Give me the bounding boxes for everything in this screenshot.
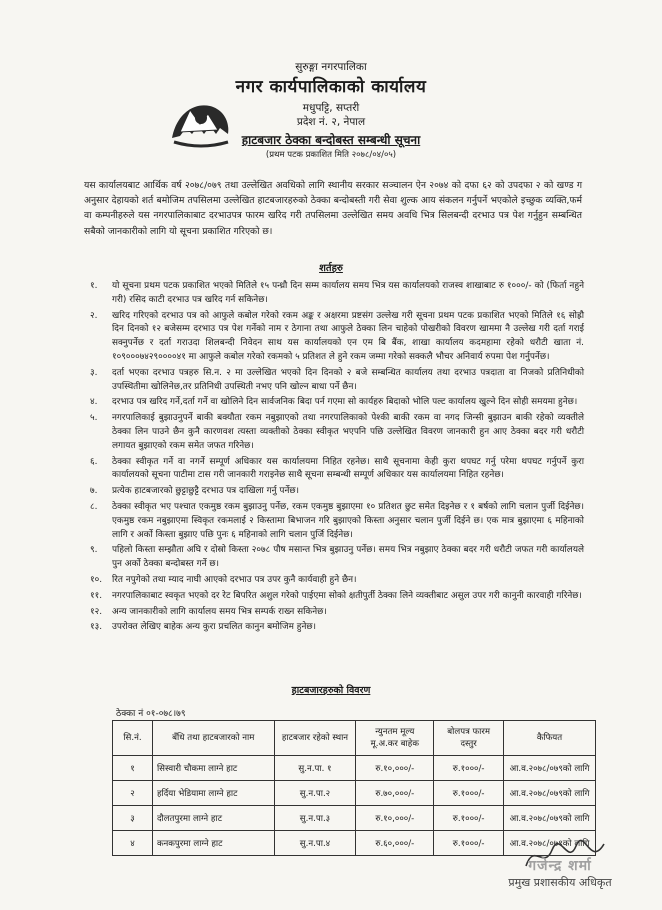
term-number: १०. bbox=[90, 574, 103, 585]
term-text: नगरपालिकाबाट स्वकृत भएको दर रेट बिपरित अशुल गरेको पाईएमा सोको क्षतीपुर्ती ठेक्का लिने व्यक्तीबाट असुल उपर गरी कानुनी कारवाही गरिनेछ। bbox=[112, 590, 582, 601]
term-text: यो सूचना प्रथम पटक प्रकाशित भएको मितिले १५ पन्ध्रौ दिन सम्म कार्यालय समय भित्र यस कार्यालयको राजस्व शाखाबाट रु १०००/- को (फिर्ता नहुने गरी) रसिद काटी दरभाउ पत्र खरिद गर्न सकिनेछ। bbox=[112, 281, 584, 305]
office-location: मधुपट्टि, सप्तरी bbox=[302, 102, 360, 114]
cell-serial: ४ bbox=[113, 831, 153, 856]
term-item bbox=[84, 396, 584, 410]
cell-serial: ३ bbox=[113, 806, 153, 831]
term-item bbox=[84, 606, 584, 620]
term-item bbox=[84, 501, 584, 542]
cell-remarks: आ.व.२०७८/०७९को लागि bbox=[504, 756, 596, 781]
signatory-name: गजेन्द्र शर्मा bbox=[528, 858, 592, 874]
term-number: २. bbox=[90, 310, 98, 321]
cell-form-fee: रु.१०००/- bbox=[434, 831, 504, 856]
col-header-min-price: न्युनतम मूल्य मू.अ.कर बाहेक bbox=[356, 721, 434, 756]
office-name: नगर कार्यपालिकाको कार्यालय bbox=[235, 77, 427, 97]
term-number: ६. bbox=[90, 456, 98, 467]
province-line: प्रदेश नं. २, नेपाल bbox=[296, 116, 366, 128]
col-header-form-fee: बोलपत्र फारम दस्तुर bbox=[434, 721, 504, 756]
term-number: ७. bbox=[90, 486, 98, 497]
cell-remarks: आ.व.२०७८/०७९को लागि bbox=[504, 781, 596, 806]
cell-name: कनकपुरमा लाग्ने हाट bbox=[152, 831, 274, 856]
term-item bbox=[84, 590, 584, 604]
term-number: ४. bbox=[90, 397, 98, 408]
intro-paragraph: यस कार्यालयबाट आर्थिक वर्ष २०७८/०७९ तथा उल्लेखित अवधिको लागि स्थानीय सरकार सञ्चालन ऐन २०७४ को दफा ६२ को उपदफा २ को खण्ड ग अनुसार देहायको शर्त बमोजिम तपसिलमा उल्लेखित हाटबजारहरुको ठेक्का बन्दोबस्ती गरी सेवा शुल्क आय संकलन गर्नुपर्ने भएकोले इच्छुक व्यक्ति,फर्म वा कम्पनीहरुले यस नगरपालिकाबाट दरभाउपत्र फारम खरिद गरी तपसिलमा उल्लेखित समय अवधि भित्र सिलबन्दी दरभाउ पत्र पेश गर्नुहुन सम्बन्धित सबैको जानकारीको लागि यो सूचना प्रकाशित गरिएको छ। bbox=[84, 180, 582, 237]
term-number: ३. bbox=[90, 367, 98, 378]
cell-form-fee: रु.१०००/- bbox=[434, 781, 504, 806]
signature-block bbox=[470, 856, 650, 890]
table-row bbox=[113, 781, 596, 806]
term-number: ११. bbox=[90, 590, 103, 601]
term-item bbox=[84, 574, 584, 588]
col-header-location: हाटबजार रहेको स्थान bbox=[274, 721, 356, 756]
cell-name: सिस्वारी चौकमा लाग्ने हाट bbox=[152, 756, 274, 781]
cell-form-fee: रु.१०००/- bbox=[434, 756, 504, 781]
signatory-title: प्रमुख प्रशासकीय अधिकृत bbox=[508, 876, 612, 889]
term-text: खरिद गरिएको दरभाउ पत्र को आफुले कबोल गरेको रकम अङ्क र अक्षरमा प्रष्टसंग उल्लेख गरी सूचना प्रथम पटक प्रकाशित भएको मितिले १६ सोह्रौ दिन दिनको १२ बजेसम्म दरभाउ पत्र पेश गर्नेको नाम र ठेगाना तथा आफुले ठेक्का लिन चाहेको पोखरीको विवरण खाममा नै उल्लेख गरी दर्ता गराई सक्नुपर्नेछ र दर्ता गराउदा शिलबन्दी निवेदन साथ यस कार्यालयको एन एम बि बैंक, शाखा कार्यालय कदमहामा रहेको धरौटी खाता नं. १०९०००७४२९००००४१ मा आफुले कबोल गरेको रकमको ५ प्रतिशत ले हुने रकम जम्मा गरेको सक्कलै भौचर अनिवार्य रुपमा पेश गर्नुपर्नेछ। bbox=[112, 310, 584, 362]
contract-number: ठेक्का नं ०१-०७८।७९ bbox=[116, 709, 186, 719]
cell-min-price: रु.७०,०००/- bbox=[356, 781, 434, 806]
cell-form-fee: रु.१०००/- bbox=[434, 806, 504, 831]
cell-name: हर्दिया भेडियामा लाग्ने हाट bbox=[152, 781, 274, 806]
term-number: ९. bbox=[90, 545, 98, 556]
col-header-name: बँधि तथा हाटबजारको नाम bbox=[152, 721, 274, 756]
term-item bbox=[84, 544, 584, 572]
term-item bbox=[84, 367, 584, 395]
cell-remarks: आ.व.२०७८/०७९को लागि bbox=[504, 806, 596, 831]
term-item bbox=[84, 621, 584, 635]
term-item bbox=[84, 310, 584, 365]
term-text: दर्ता भएका दरभाउ पत्रहरु सि.न. २ मा उल्लेखित भएको दिन दिनको २ बजे सम्बन्धित कार्यालय तथा दरभाउ पत्रदाता वा निजको प्रतिनिधीको उपस्थितीमा खोलिनेछ,तर प्रतिनिधी उपस्थिती नभए पनि खोल्न बाधा पर्ने छैन। bbox=[112, 367, 584, 392]
cell-location: सु.न.पा. १ bbox=[274, 756, 356, 781]
cell-remarks: आ.व.२०७८/०७९को लागि bbox=[504, 831, 596, 856]
term-text: प्रत्येक हाटबजारको छुट्टाछुट्टै दरभाउ पत्र दाखिला गर्नु पर्नेछ। bbox=[112, 486, 299, 497]
term-number: ५. bbox=[90, 413, 98, 424]
table-row bbox=[113, 756, 596, 781]
term-text: अन्य जानकारीको लागि कार्यालय समय भित्र सम्पर्क राख्न सकिनेछ। bbox=[112, 606, 327, 617]
term-text: ठेक्का स्वीकृत भए पश्चात एकमुष्ठ रकम बुझाउनु पर्नेछ, रकम एकमुष्ठ बुझाएमा १० प्रतिशत छुट समेत दिइनेछ र १ बर्षको लागि चलान पुर्जी दिईनेछ। एकमुष्ठ रकम नबुझाएमा स्विकृत रकमलाई २ किस्तामा बिभाजन गरि बुझाएको किस्ता अनुसार चलान पुर्जी दिईने छ। एक मात्र बुझाएमा ६ महिनाको लागि र अर्को किस्ता बुझाए पछि पुनः ६ महिनाको लागि चलान पुर्जि दिईनेछ। bbox=[112, 501, 584, 540]
cell-location: सु.न.पा.४ bbox=[274, 831, 356, 856]
term-number: १२. bbox=[90, 606, 103, 617]
term-item bbox=[84, 412, 584, 453]
col-header-serial: सि.नं. bbox=[113, 721, 153, 756]
term-item bbox=[84, 485, 584, 499]
term-text: ठेक्का स्वीकृत गर्ने वा नगर्ने सम्पूर्ण अधिकार यस कार्यालयमा निहित रहनेछ। साथै सूचनामा केही कुरा थपघट गर्नु परेमा थपघट गर्नुपर्ने कुरा कार्यालयको सूचना पाटीमा टास गरी जानकारी गराइनेछ साथै सूचना सम्बन्धी सम्पूर्ण अधिकार यस कार्यालयमा निहित रहनेछ। bbox=[112, 456, 584, 481]
term-number: १३. bbox=[90, 622, 103, 633]
term-number: १. bbox=[90, 281, 98, 291]
cell-serial: १ bbox=[113, 756, 153, 781]
table-header-row bbox=[113, 721, 596, 756]
cell-min-price: रु.१०,०००/- bbox=[356, 756, 434, 781]
municipality-name: सुरुङ्गा नगरपालिका bbox=[295, 61, 367, 73]
cell-serial: २ bbox=[113, 781, 153, 806]
publication-date: (प्रथम पटक प्रकाशित मिति २०७८/०४/०५) bbox=[265, 150, 397, 160]
cell-location: सु.न.पा.२ bbox=[274, 781, 356, 806]
details-heading: हाटबजारहरुको विवरण bbox=[291, 685, 371, 696]
term-text: नगरपालिकाई बुझाउनुपर्ने बाकी बक्यौता रकम नबुझाएको तथा नगरपालिकाको पेश्की बाकी रकम वा नगद जिन्सी बुझाउन बाकी रहेको व्यक्तीले ठेक्का लिन पाउने छैन कुनै कारणवश त्यस्ता व्यक्तीको ठेक्का स्वीकृत भएपनि पछि उल्लेखित विवरण जानकारी हुन आए ठेक्का बदर गरी धरौटी लगायत बुझाएको रकम समेत जफत गरिनेछ। bbox=[112, 413, 584, 451]
table-row bbox=[113, 806, 596, 831]
notice-title: हाटबजार ठेक्का बन्दोबस्त सम्बन्धी सूचना bbox=[241, 133, 421, 147]
col-header-remarks: कैफियत bbox=[504, 721, 596, 756]
cell-location: सु.न.पा.३ bbox=[274, 806, 356, 831]
cell-min-price: रु.६०,०००/- bbox=[356, 831, 434, 856]
terms-list bbox=[84, 280, 584, 637]
cell-min-price: रु.१०,०००/- bbox=[356, 806, 434, 831]
term-number: ८. bbox=[90, 501, 98, 512]
term-item bbox=[84, 456, 584, 484]
cell-name: दौलतपुरमा लाग्ने हाट bbox=[152, 806, 274, 831]
term-item bbox=[84, 280, 584, 308]
term-text: पहिलो किस्ता सम्झौता अघि र दोस्रो किस्ता २०७८ पौष मसान्त भित्र बुझाउनु पर्नेछ। समय भित्र नबुझाए ठेक्का बदर गरी धरौटी जफत गरी कार्यालयले पुन अर्को ठेक्का बन्दोबस्त गर्ने छ। bbox=[112, 545, 584, 570]
term-text: उपरोक्त लेखिए बाहेक अन्य कुरा प्रचलित कानुन बमोजिम हुनेछ। bbox=[112, 622, 316, 633]
term-text: रित नपुगेको तथा म्याद नाघी आएको दरभाउ पत्र उपर कुनै कार्यवाही हुने छैन। bbox=[112, 574, 357, 585]
terms-heading: शर्तहरु bbox=[319, 263, 343, 274]
term-text: दरभाउ पत्र खरिद गर्ने,दर्ता गर्ने वा खोलिने दिन सार्वजनिक बिदा पर्न गएमा सो कार्यहरु बिदाको भोलि पल्ट कार्यालय खुल्ने दिन सोही समयमा हुनेछ। bbox=[112, 397, 578, 408]
